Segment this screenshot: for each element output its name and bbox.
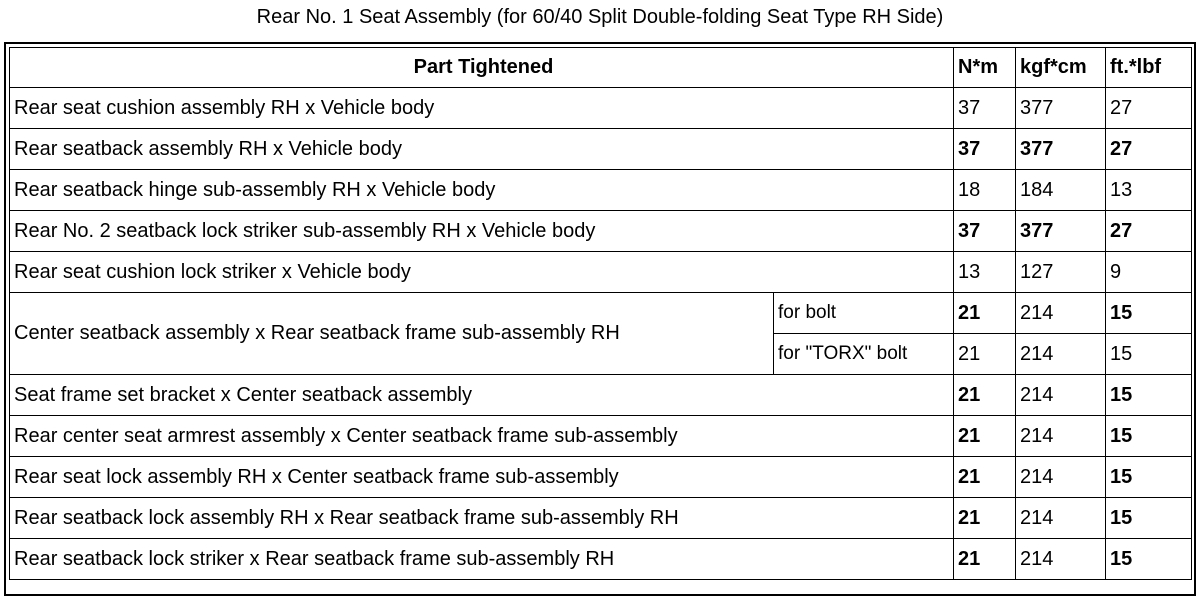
table-row xyxy=(10,457,1192,498)
kgf-cell: 184 xyxy=(1016,170,1106,211)
table-row xyxy=(10,498,1192,539)
header-part-tightened: Part Tightened xyxy=(10,48,954,88)
part-cell: Rear seatback hinge sub-assembly RH x Vehicle body xyxy=(10,170,954,211)
part-cell: Rear No. 2 seatback lock striker sub-assembly RH x Vehicle body xyxy=(10,211,954,252)
nm-cell: 21 xyxy=(954,416,1016,457)
nm-cell: 37 xyxy=(954,211,1016,252)
sub-condition-cell: for "TORX" bolt xyxy=(774,334,954,375)
part-cell: Center seatback assembly x Rear seatback frame sub-assembly RH xyxy=(10,293,774,375)
header-kgf-cm: kgf*cm xyxy=(1016,48,1106,88)
ft-cell: 15 xyxy=(1106,334,1192,375)
ft-cell: 15 xyxy=(1106,539,1192,580)
part-cell: Rear seatback lock assembly RH x Rear seatback frame sub-assembly RH xyxy=(10,498,954,539)
part-cell: Seat frame set bracket x Center seatback assembly xyxy=(10,375,954,416)
ft-cell: 15 xyxy=(1106,293,1192,334)
part-cell: Rear seat cushion assembly RH x Vehicle body xyxy=(10,88,954,129)
sub-condition-cell: for bolt xyxy=(774,293,954,334)
kgf-cell: 214 xyxy=(1016,457,1106,498)
part-cell: Rear seatback assembly RH x Vehicle body xyxy=(10,129,954,170)
nm-cell: 21 xyxy=(954,375,1016,416)
part-cell: Rear seat lock assembly RH x Center seatback frame sub-assembly xyxy=(10,457,954,498)
ft-cell: 15 xyxy=(1106,457,1192,498)
table-row xyxy=(10,211,1192,252)
nm-cell: 21 xyxy=(954,293,1016,334)
table-row xyxy=(10,416,1192,457)
kgf-cell: 377 xyxy=(1016,88,1106,129)
kgf-cell: 214 xyxy=(1016,498,1106,539)
kgf-cell: 214 xyxy=(1016,334,1106,375)
table-row xyxy=(10,293,1192,334)
part-cell: Rear center seat armrest assembly x Center seatback frame sub-assembly xyxy=(10,416,954,457)
nm-cell: 18 xyxy=(954,170,1016,211)
kgf-cell: 377 xyxy=(1016,211,1106,252)
ft-cell: 15 xyxy=(1106,416,1192,457)
header-ft-lbf: ft.*lbf xyxy=(1106,48,1192,88)
part-cell: Rear seatback lock striker x Rear seatback frame sub-assembly RH xyxy=(10,539,954,580)
ft-cell: 27 xyxy=(1106,211,1192,252)
page-title: Rear No. 1 Seat Assembly (for 60/40 Split Double-folding Seat Type RH Side) xyxy=(256,6,944,28)
header-row xyxy=(10,48,1192,88)
ft-cell: 9 xyxy=(1106,252,1192,293)
kgf-cell: 214 xyxy=(1016,293,1106,334)
ft-cell: 27 xyxy=(1106,129,1192,170)
kgf-cell: 127 xyxy=(1016,252,1106,293)
kgf-cell: 377 xyxy=(1016,129,1106,170)
table-row xyxy=(10,88,1192,129)
table-row xyxy=(10,129,1192,170)
table-row xyxy=(10,539,1192,580)
nm-cell: 37 xyxy=(954,129,1016,170)
table-row xyxy=(10,170,1192,211)
nm-cell: 37 xyxy=(954,88,1016,129)
kgf-cell: 214 xyxy=(1016,416,1106,457)
header-nm: N*m xyxy=(954,48,1016,88)
kgf-cell: 214 xyxy=(1016,375,1106,416)
table-row xyxy=(10,375,1192,416)
ft-cell: 15 xyxy=(1106,375,1192,416)
part-cell: Rear seat cushion lock striker x Vehicle body xyxy=(10,252,954,293)
nm-cell: 13 xyxy=(954,252,1016,293)
kgf-cell: 214 xyxy=(1016,539,1106,580)
nm-cell: 21 xyxy=(954,498,1016,539)
ft-cell: 15 xyxy=(1106,498,1192,539)
nm-cell: 21 xyxy=(954,457,1016,498)
table-row xyxy=(10,252,1192,293)
torque-spec-table xyxy=(9,47,1192,580)
nm-cell: 21 xyxy=(954,334,1016,375)
nm-cell: 21 xyxy=(954,539,1016,580)
ft-cell: 13 xyxy=(1106,170,1192,211)
ft-cell: 27 xyxy=(1106,88,1192,129)
